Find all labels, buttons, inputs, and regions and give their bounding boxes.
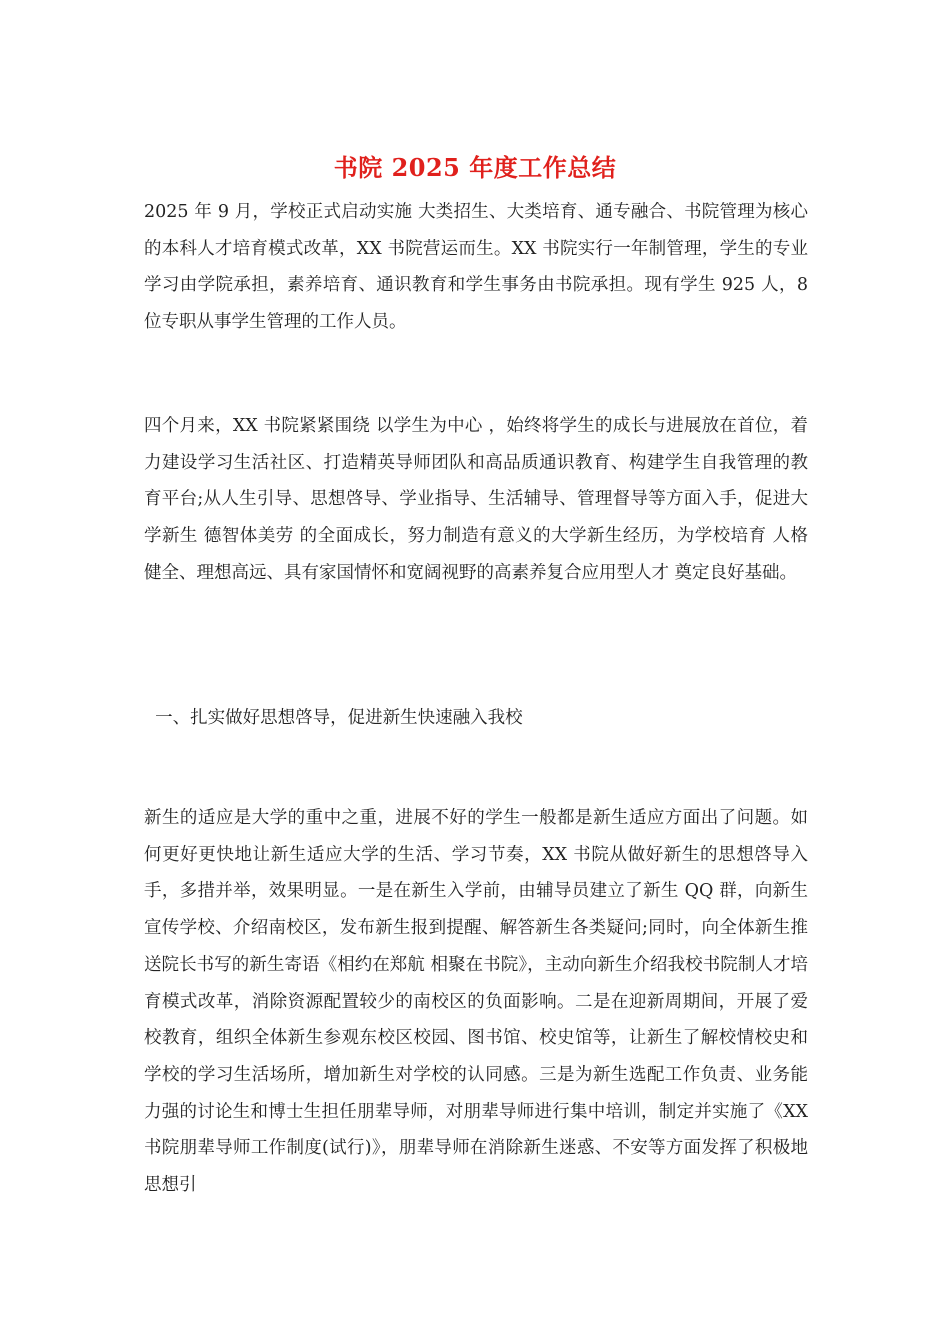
intro-paragraph: 2025 年 9 月，学校正式启动实施 大类招生、大类培育、通专融合、书院管理为核心的本科人才培育模式改革，XX 书院营运而生。XX 书院实行一年制管理，学生的专业学习由学院承担，素养培育、通识教育和学生事务由书院承担。现有学生 925 人，8 位专职从事学生管理的工作人员。 [144, 202, 808, 333]
section-heading: 一、扎实做好思想啓导，促进新生快速融入我校 [144, 708, 523, 728]
document-title: 书院 2025 年度工作总结 [333, 153, 617, 182]
overview-paragraph: 四个月来，XX 书院紧紧围绕 以学生为中心 ，始终将学生的成长与进展放在首位，着力建设学习生活社区、打造精英导师团队和高品质通识教育、构建学生自我管理的教育平台;从人生引导、思想啓导、学业指导、生活辅导、管理督导等方面入手，促进大学新生 德智体美劳 的全面成长，努力制造有意义的大学新生经历，为学校培育 人格健全、理想高远、具有家国情怀和宽阔视野的高素养复合应用型人才 奠定良好基础。 [144, 416, 808, 583]
section-paragraph: 新生的适应是大学的重中之重，进展不好的学生一般都是新生适应方面出了问题。如何更好更快地让新生适应大学的生活、学习节奏，XX 书院从做好新生的思想啓导入手，多措并举，效果明显。一是在新生入学前，由辅导员建立了新生 QQ 群，向新生宣传学校、介绍南校区，发布新生报到提醒、解答新生各类疑问;同时，向全体新生推送院长书写的新生寄语《相约在郑航 相聚在书院》，主动向新生介绍我校书院制人才培育模式改革，消除资源配置较少的南校区的负面影响。二是在迎新周期间，开展了爱校教育，组织全体新生参观东校区校园、图书馆、校史馆等，让新生了解校情校史和学校的学习生活场所，增加新生对学校的认同感。三是为新生选配工作负责、业务能力强的讨论生和博士生担任朋辈导师，对朋辈导师进行集中培训，制定并实施了《XX 书院朋辈导师工作制度(试行)》，朋辈导师在消除新生迷惑、不安等方面发挥了积极地思想引 [144, 808, 808, 1196]
